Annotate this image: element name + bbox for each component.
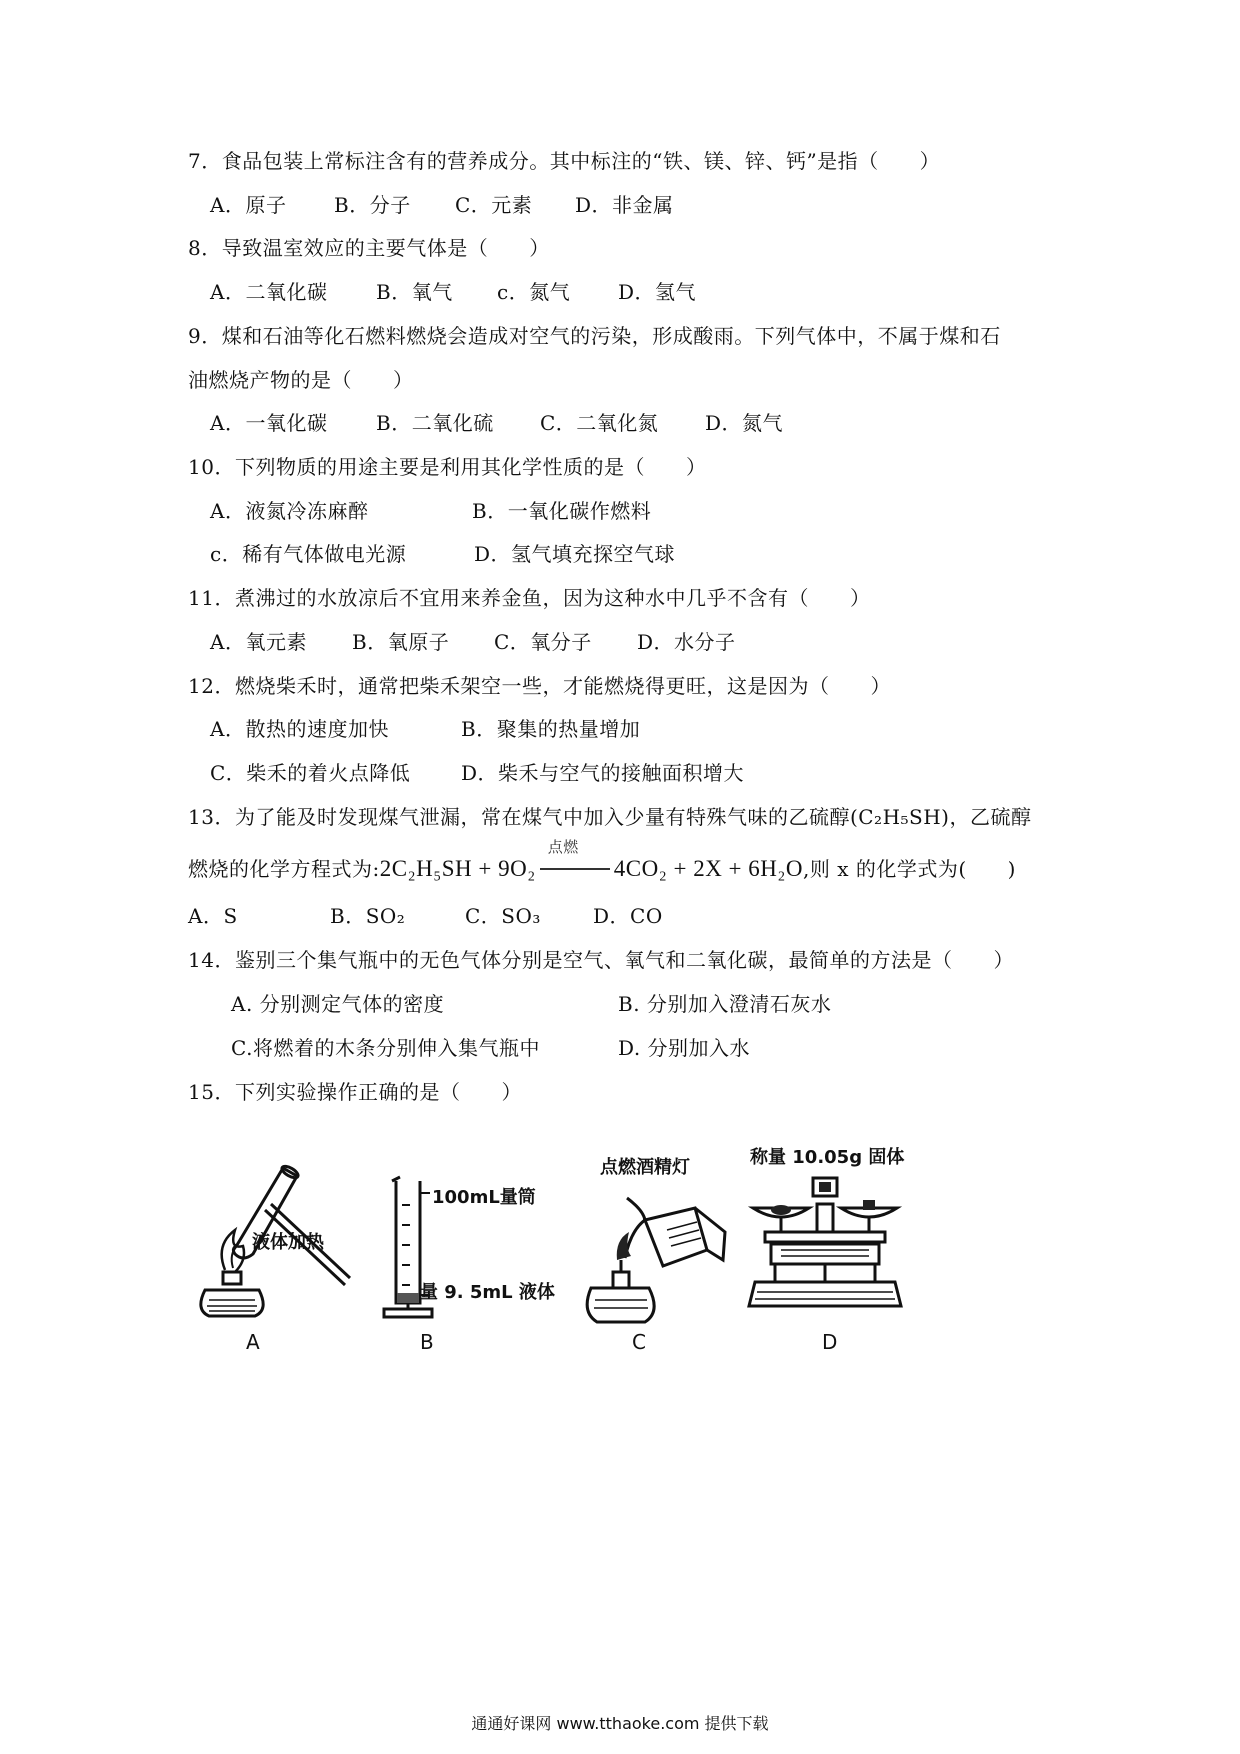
equation-condition: 点燃 [547, 838, 579, 856]
q13-option-b: B．SO₂ [330, 904, 406, 928]
page-footer: 通通好课网 www.tthaoke.com 提供下载 [471, 1714, 769, 1733]
q12-option-a: A．散热的速度加快 [210, 717, 389, 741]
question-8-stem: 8．导致温室效应的主要气体是（ ） [188, 236, 550, 260]
question-7-stem: 7．食品包装上常标注含有的营养成分。其中标注的“铁、镁、锌、钙”是指（ ） [188, 149, 941, 173]
figure-c-caption: 点燃酒精灯 [600, 1157, 690, 1178]
question-11-stem: 11．煮沸过的水放凉后不宜用来养金鱼，因为这种水中几乎不含有（ ） [188, 586, 871, 610]
figure-a-label: A [246, 1330, 260, 1354]
q14-option-d: D. 分别加入水 [618, 1036, 751, 1060]
q12-option-d: D．柴禾与空气的接触面积增大 [461, 761, 745, 785]
q10-option-d: D．氢气填充探空气球 [474, 542, 676, 566]
q14-option-c: C.将燃着的木条分别伸入集气瓶中 [231, 1036, 540, 1060]
q8-option-b: B．氧气 [376, 280, 453, 304]
q8-option-c: c．氮气 [497, 280, 571, 304]
q14-option-a: A. 分别测定气体的密度 [231, 992, 445, 1016]
q8-option-a: A．二氧化碳 [210, 280, 328, 304]
q12-option-b: B．聚集的热量增加 [461, 717, 641, 741]
q10-option-b: B．一氧化碳作燃料 [472, 499, 652, 523]
question-15-stem: 15．下列实验操作正确的是（ ） [188, 1080, 522, 1104]
figure-b-caption-top: 100mL量筒 [432, 1187, 536, 1208]
q10-option-a: A．液氮冷冻麻醉 [210, 499, 369, 523]
question-10-stem: 10．下列物质的用途主要是利用其化学性质的是（ ） [188, 455, 707, 479]
figure-a-caption: 液体加热 [252, 1232, 324, 1253]
figure-d-caption: 称量 10.05g 固体 [750, 1147, 905, 1168]
question-9-stem-line2: 油燃烧产物的是（ ） [188, 368, 414, 392]
figure-c-lighting-alcohol-lamp [585, 1180, 735, 1330]
figure-b-label: B [420, 1330, 434, 1354]
q11-option-b: B．氧原子 [352, 630, 450, 654]
equation-left: 2C₂H₅SH + 9O₂ [379, 856, 536, 881]
question-9-stem-line1: 9．煤和石油等化石燃料燃烧会造成对空气的污染，形成酸雨。下列气体中，不属于煤和石 [188, 324, 1001, 348]
question-12-stem: 12．燃烧柴禾时，通常把柴禾架空一些，才能燃烧得更旺，这是因为（ ） [188, 674, 891, 698]
q9-option-a: A．一氧化碳 [210, 411, 328, 435]
q9-option-c: C．二氧化氮 [540, 411, 659, 435]
q7-option-d: D．非金属 [575, 193, 674, 217]
question-13-stem-line2 [188, 838, 1016, 882]
figure-d-label: D [822, 1330, 838, 1354]
q13-stem-prefix: 燃烧的化学方程式为: [188, 857, 380, 881]
q14-option-b: B. 分别加入澄清石灰水 [618, 992, 832, 1016]
q7-option-b: B．分子 [334, 193, 411, 217]
q8-option-d: D．氢气 [618, 280, 697, 304]
question-14-stem: 14．鉴别三个集气瓶中的无色气体分别是空气、氧气和二氧化碳，最简单的方法是（ ） [188, 948, 1014, 972]
q10-option-c: c．稀有气体做电光源 [210, 542, 407, 566]
question-13-stem-line1: 13．为了能及时发现煤气泄漏，常在煤气中加入少量有特殊气味的乙硫醇(C₂H₅SH)，乙硫醇 [188, 805, 1032, 829]
q9-option-d: D．氮气 [705, 411, 784, 435]
q11-option-c: C．氧分子 [494, 630, 592, 654]
q11-option-a: A．氧元素 [210, 630, 307, 654]
q12-option-c: C．柴禾的着火点降低 [210, 761, 411, 785]
q7-option-c: C．元素 [455, 193, 533, 217]
figure-c-label: C [632, 1330, 646, 1354]
figure-d-balance-weighing [745, 1170, 905, 1320]
q9-option-b: B．二氧化硫 [376, 411, 494, 435]
equation-arrow [540, 868, 610, 870]
q13-option-c: C．SO₃ [465, 904, 541, 928]
q13-option-a: A．S [188, 904, 238, 928]
q11-option-d: D．水分子 [637, 630, 736, 654]
q13-option-d: D．CO [593, 904, 663, 928]
equation-right: 4CO₂ + 2X + 6H₂O [613, 856, 804, 881]
chemical-equation [379, 838, 804, 882]
q7-option-a: A．原子 [210, 193, 287, 217]
figure-b-caption-bottom: 量 9. 5mL 液体 [420, 1282, 555, 1303]
q13-stem-suffix: ,则 x 的化学式为( ) [803, 857, 1016, 881]
